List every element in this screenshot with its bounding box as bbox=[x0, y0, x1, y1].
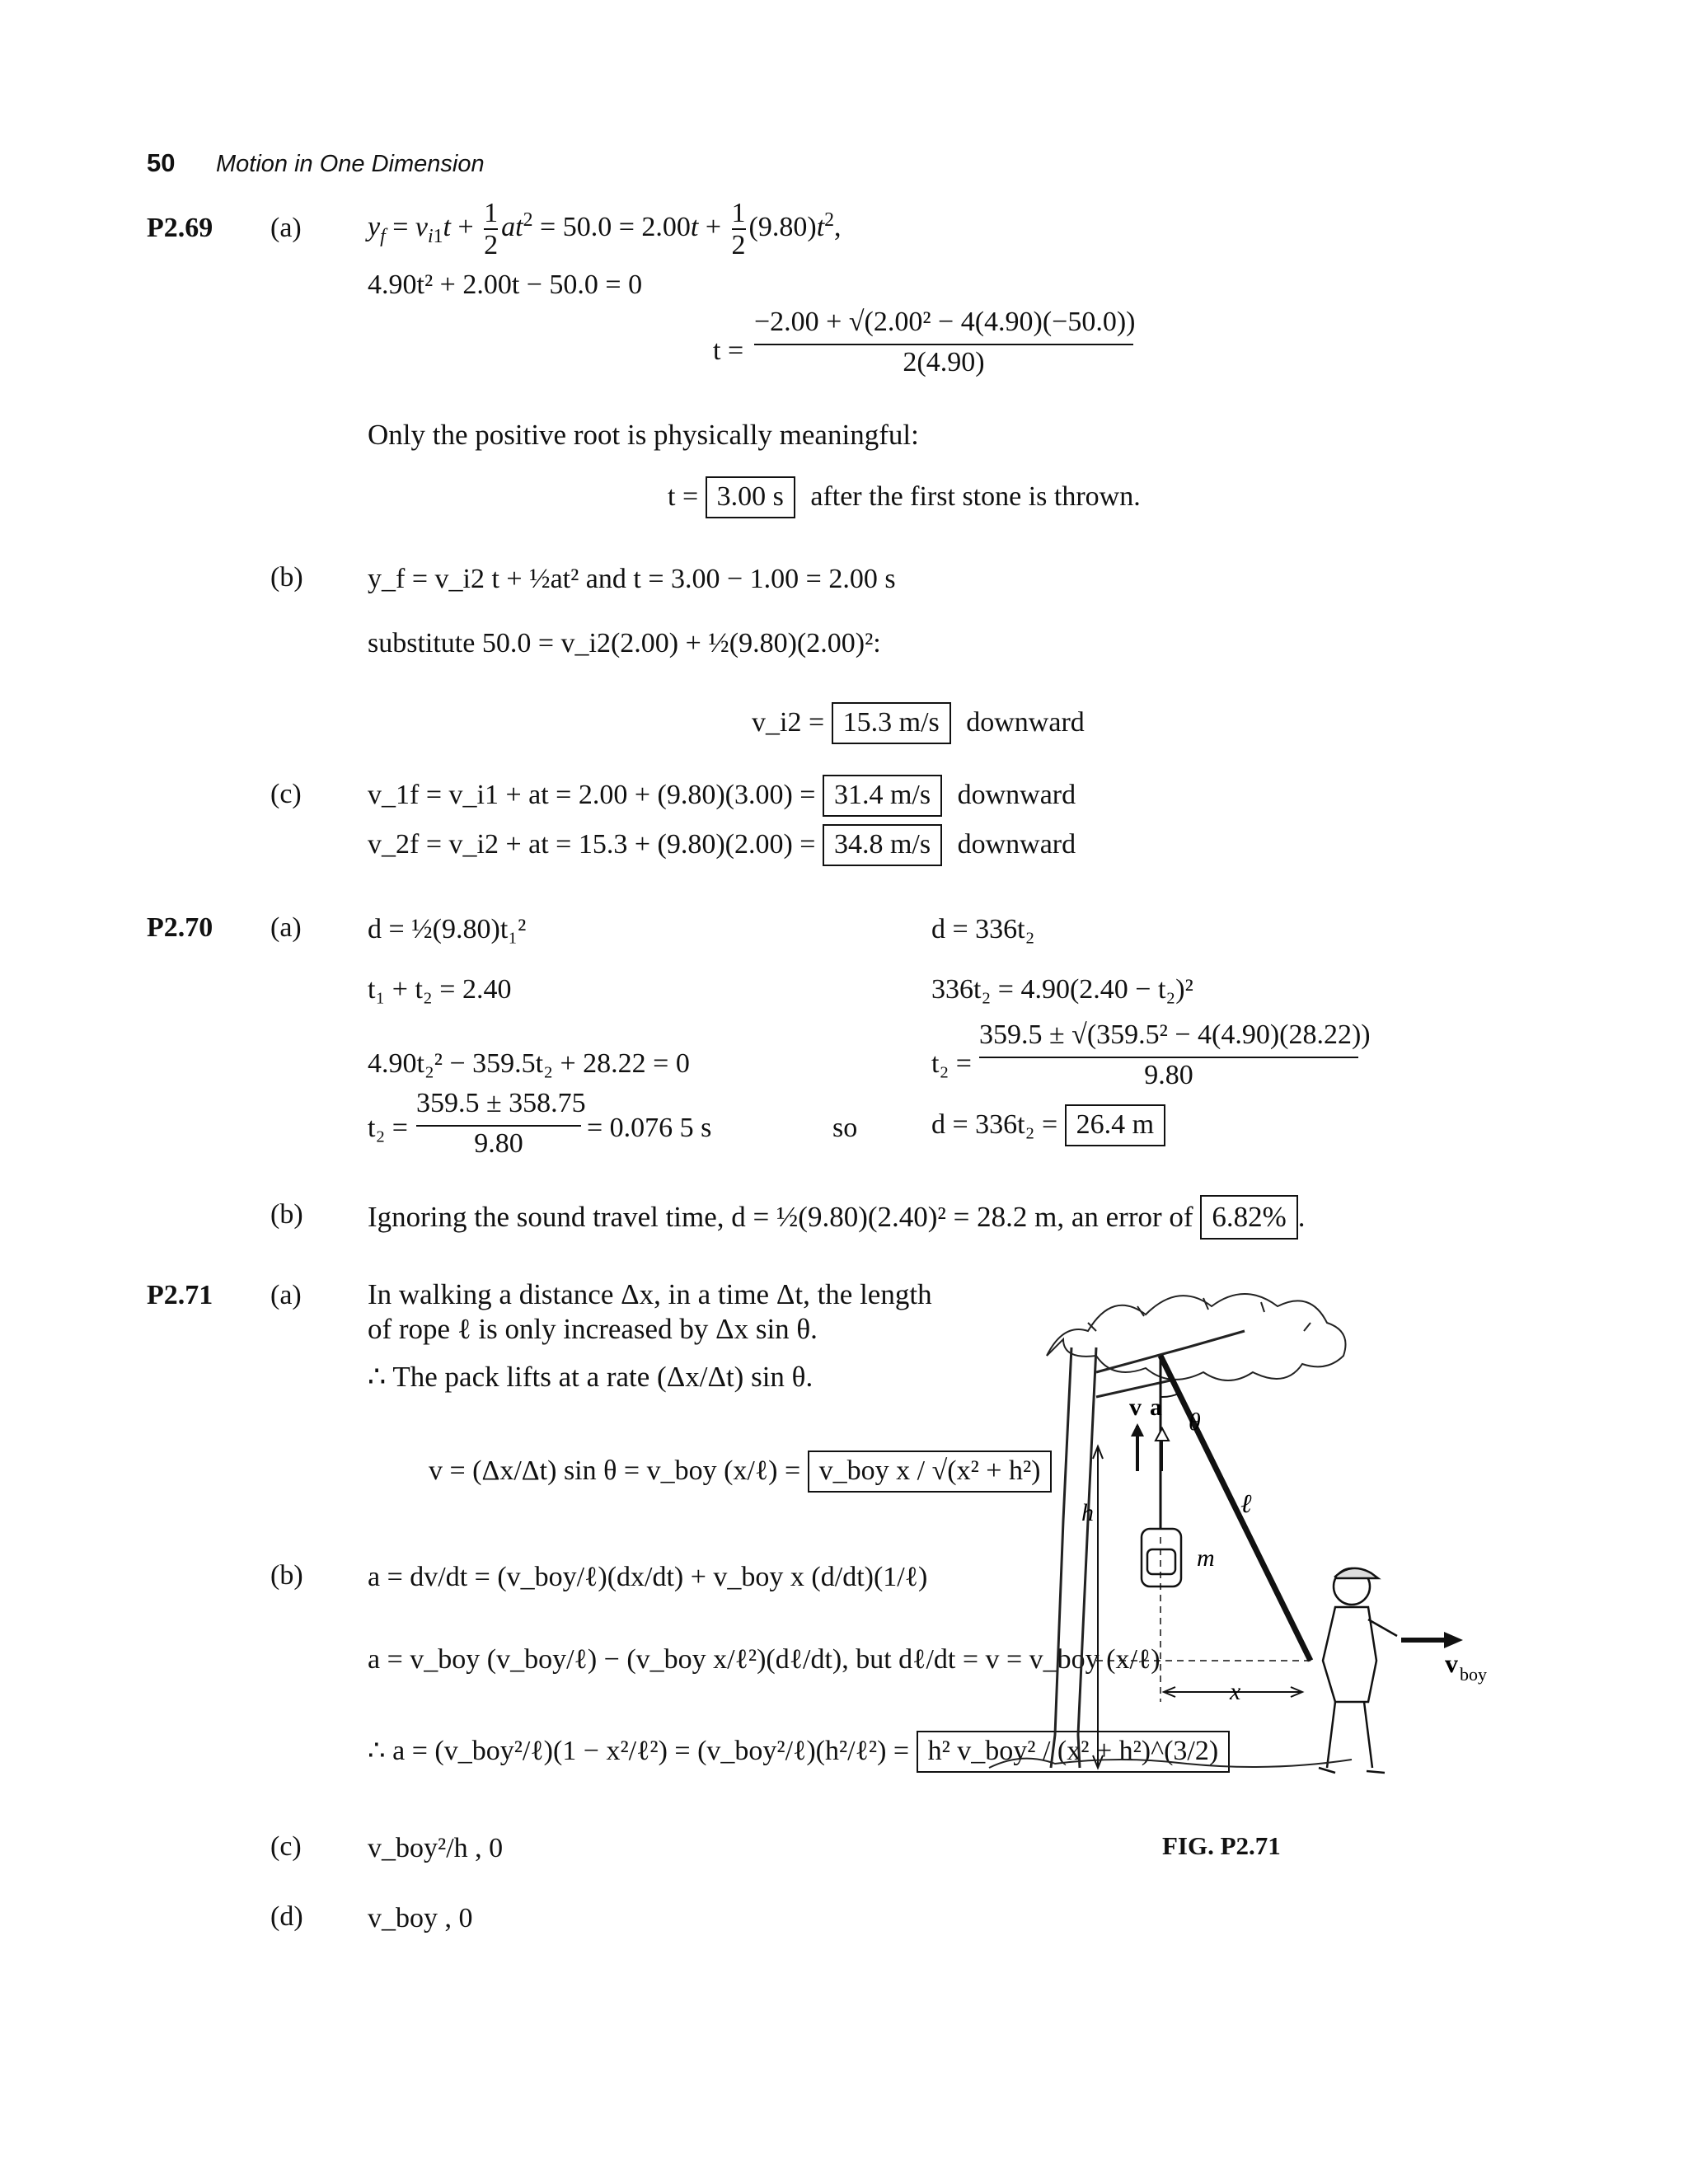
v-arrowhead bbox=[1131, 1423, 1144, 1436]
boy bbox=[1319, 1568, 1397, 1773]
label-h: h bbox=[1081, 1499, 1094, 1526]
problem-label-p271: P2.71 bbox=[147, 1280, 213, 1310]
answer-box: 26.4 m bbox=[1065, 1104, 1165, 1146]
fraction-numerator: 359.5 ± √(359.5² − 4(4.90)(28.22)) bbox=[979, 1019, 1371, 1050]
body-text: Ignoring the sound travel time, d = ½(9.80)(2.40)² = 28.2 m, an error of bbox=[368, 1201, 1193, 1233]
page-number: 50 bbox=[147, 148, 176, 177]
fraction-numerator: 359.5 ± 358.75 bbox=[416, 1088, 586, 1118]
label-vboy-sub: boy bbox=[1460, 1664, 1487, 1685]
equation-line: t₁ + t₂ = 2.40 bbox=[368, 974, 512, 1005]
equation-text: ∴ a = (v_boy²/ℓ)(1 − x²/ℓ²) = (v_boy²/ℓ)(h²/ℓ²) = bbox=[368, 1736, 910, 1766]
equation-line: 4.90t₂² − 359.5t₂ + 28.22 = 0 bbox=[368, 1048, 690, 1079]
problem-label-p270: P2.70 bbox=[147, 912, 213, 943]
label-m: m bbox=[1197, 1544, 1215, 1572]
fraction-numerator: −2.00 + √(2.00² − 4(4.90)(−50.0)) bbox=[754, 307, 1136, 337]
part-label-a: (a) bbox=[270, 213, 302, 243]
equation-line: $y_f = v_{i1}t$ + $\frac{1}{2}$ $at^2 = 50.0 = 2.00t$ + $\frac{1}{2}$ $(9.80)t^2$, bbox=[368, 198, 842, 261]
equation-line: a = v_boy (v_boy/ℓ) − (v_boy x/ℓ²)(dℓ/dt), but dℓ/dt = v = v_boy (x/ℓ) bbox=[368, 1644, 1160, 1675]
answer-line bbox=[752, 702, 1085, 744]
answer-tail: downward bbox=[957, 780, 1076, 810]
answer-lhs: t = bbox=[668, 481, 699, 512]
page-title: Motion in One Dimension bbox=[216, 151, 485, 177]
answer-line bbox=[368, 824, 1076, 866]
part-label-a: (a) bbox=[270, 912, 302, 943]
equation-line: v_boy²/h , 0 bbox=[368, 1833, 504, 1863]
answer-line bbox=[668, 476, 1141, 518]
part-label-c: (c) bbox=[270, 1831, 302, 1862]
body-text: of rope ℓ is only increased by Δx sin θ. bbox=[368, 1313, 818, 1345]
equation-t-lhs: t₂ = bbox=[368, 1113, 408, 1143]
part-label-d: (d) bbox=[270, 1901, 303, 1932]
equation-rhs: = 0.076 5 s bbox=[587, 1113, 712, 1143]
equation-t-lhs: t = bbox=[713, 335, 744, 366]
body-text: ∴ The pack lifts at a rate (Δx/Δt) sin θ. bbox=[368, 1361, 814, 1393]
fraction-denominator: 9.80 bbox=[979, 1057, 1358, 1094]
equation-fraction bbox=[979, 1018, 1371, 1093]
equation-t-lhs: t₂ = bbox=[931, 1048, 972, 1079]
rope bbox=[1160, 1356, 1311, 1661]
fraction-denominator: 2(4.90) bbox=[754, 344, 1133, 381]
part-label-b: (b) bbox=[270, 562, 303, 593]
equation-line: v_boy , 0 bbox=[368, 1903, 473, 1933]
equation-line: d = ½(9.80)t₁² bbox=[368, 914, 527, 944]
part-label-b: (b) bbox=[270, 1199, 303, 1230]
part-label-c: (c) bbox=[270, 779, 302, 809]
equation-fraction bbox=[754, 305, 1136, 380]
equation-line: 336t₂ = 4.90(2.40 − t₂)² bbox=[931, 974, 1193, 1005]
figure-caption: FIG. P2.71 bbox=[1162, 1831, 1281, 1860]
label-theta: θ bbox=[1189, 1408, 1201, 1436]
answer-tail: after the first stone is thrown. bbox=[810, 481, 1141, 512]
equation-line: d = 336t₂ bbox=[931, 914, 1035, 944]
answer-tail: downward bbox=[957, 829, 1076, 860]
answer-tail: downward bbox=[966, 707, 1085, 738]
backpack bbox=[1142, 1529, 1181, 1586]
problem-label-p269: P2.69 bbox=[147, 213, 213, 243]
part-label-b: (b) bbox=[270, 1560, 303, 1591]
answer-lhs: v_i2 = bbox=[752, 707, 825, 738]
answer-box: 34.8 m/s bbox=[823, 824, 942, 866]
so-text: so bbox=[832, 1113, 858, 1143]
answer-box: 31.4 m/s bbox=[823, 775, 942, 817]
figure-p271 bbox=[973, 1273, 1487, 1801]
label-ell: ℓ bbox=[1240, 1488, 1252, 1518]
equation-line: a = dv/dt = (v_boy/ℓ)(dx/dt) + v_boy x (d/dt)(1/ℓ) bbox=[368, 1562, 928, 1592]
fraction-denominator: 9.80 bbox=[416, 1125, 581, 1162]
label-v: v bbox=[1129, 1394, 1142, 1421]
answer-line bbox=[931, 1104, 1165, 1146]
label-vboy: v bbox=[1445, 1648, 1458, 1678]
answer-box: v_boy x / √(x² + h²) bbox=[808, 1451, 1053, 1493]
equation-line: substitute 50.0 = v_i2(2.00) + ½(9.80)(2.00)²: bbox=[368, 628, 881, 658]
equation-text: v = (Δx/Δt) sin θ = v_boy (x/ℓ) = bbox=[429, 1455, 801, 1486]
vboy-arrowhead bbox=[1444, 1632, 1463, 1648]
ground bbox=[989, 1759, 1352, 1768]
label-x: x bbox=[1230, 1678, 1241, 1705]
answer-box: 3.00 s bbox=[706, 476, 795, 518]
equation-text: d = 336t₂ = bbox=[931, 1109, 1058, 1140]
answer-line bbox=[368, 775, 1076, 817]
answer-line bbox=[429, 1451, 1052, 1493]
equation-fraction bbox=[416, 1086, 586, 1161]
answer-box: 15.3 m/s bbox=[832, 702, 951, 744]
answer-box: 6.82% bbox=[1200, 1195, 1297, 1240]
answer-box: h² v_boy² / (x² + h²)^(3/2) bbox=[917, 1731, 1231, 1773]
equation-line: 4.90t² + 2.00t − 50.0 = 0 bbox=[368, 269, 643, 300]
equation-text: v_1f = v_i1 + at = 2.00 + (9.80)(3.00) = bbox=[368, 780, 816, 810]
a-arrowhead bbox=[1156, 1428, 1169, 1441]
label-a: a bbox=[1150, 1394, 1162, 1421]
body-text: In walking a distance Δx, in a time Δt, the length bbox=[368, 1278, 932, 1310]
part-label-a: (a) bbox=[270, 1280, 302, 1310]
body-text: Only the positive root is physically meaningful: bbox=[368, 419, 919, 451]
equation-text: v_2f = v_i2 + at = 15.3 + (9.80)(2.00) = bbox=[368, 829, 816, 860]
tree-foliage bbox=[1047, 1294, 1346, 1380]
answer-line bbox=[368, 1195, 1305, 1240]
period: . bbox=[1297, 1201, 1306, 1233]
equation-line: y_f = v_i2 t + ½at² and t = 3.00 − 1.00 = 2.00 s bbox=[368, 564, 896, 594]
